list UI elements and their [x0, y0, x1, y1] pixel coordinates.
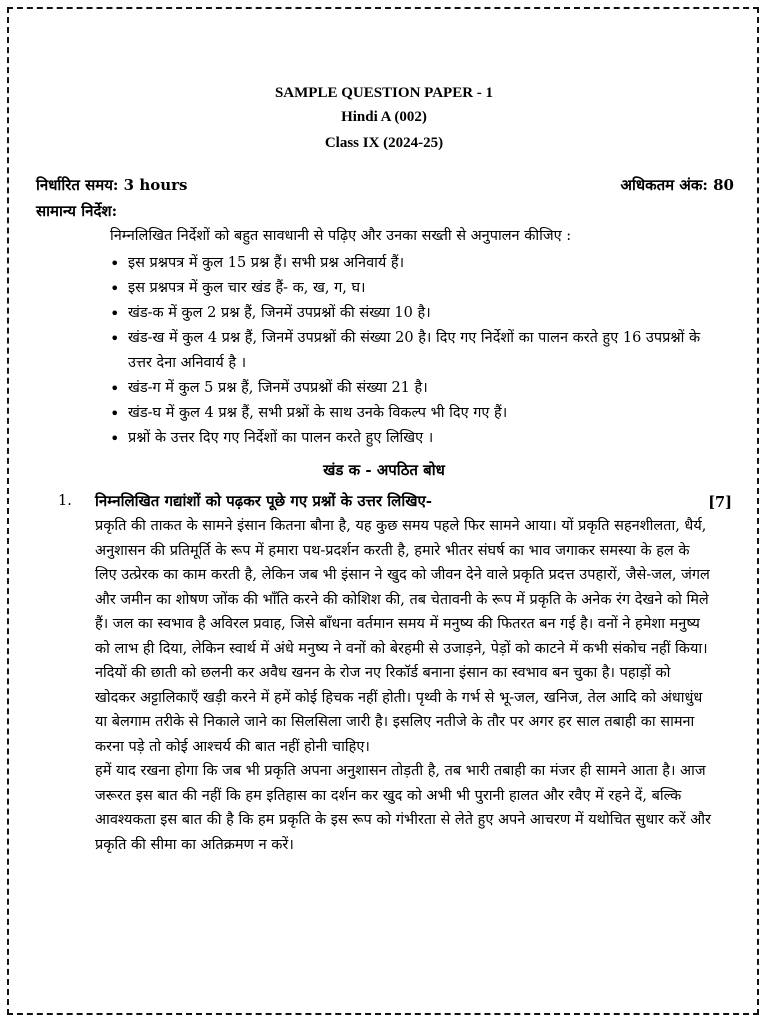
max-marks-label: अधिकतम अंक: 80	[620, 176, 734, 194]
instruction-item: • खंड-ख में कुल 4 प्रश्न हैं, जिनमें उपप्रश्नों की संख्या 20 है। दिए गए निर्देशों का पालन करते हुए 16 उपप्रश्नों के उत्तर देना अनिवार्य है ।	[108, 326, 728, 376]
time-label: निर्धारित समय: 3 hours	[36, 176, 188, 194]
instruction-item: • खंड-क में कुल 2 प्रश्न हैं, जिनमें उपप्रश्नों की संख्या 10 है।	[108, 301, 728, 326]
instruction-item: • इस प्रश्नपत्र में कुल 15 प्रश्न हैं। सभी प्रश्न अनिवार्य हैं।	[108, 251, 728, 276]
general-instructions-heading: सामान्य निर्देश:	[36, 202, 118, 220]
question-marks: [7]	[708, 494, 732, 511]
question-number: 1.	[58, 493, 72, 509]
section-title: खंड क - अपठित बोध	[323, 461, 445, 479]
time-marks-row	[36, 175, 734, 195]
question-text: निम्नलिखित गद्यांशों को पढ़कर पूछे गए प्रश्नों के उत्तर लिखिए-	[95, 492, 433, 510]
instruction-item: • प्रश्नों के उत्तर दिए गए निर्देशों का पालन करते हुए लिखिए ।	[108, 426, 728, 451]
passage-paragraph: हमें याद रखना होगा कि जब भी प्रकृति अपना अनुशासन तोड़ती है, तब भारी तबाही का मंजर ही सामने आता है। आज जरूरत इस बात की नहीं कि हम इतिहास का दर्शन कर खुद को अभी भी पुरानी हालत और रवैए में रहने दें, बल्कि आवश्यकता इस बात की है कि हम प्रकृति के इस रूप को गंभीरता से लेते हुए अपने आचरण में यथोचित सुधार करें और प्रकृति की सीमा का अतिक्रमण न करें।	[95, 763, 711, 853]
instructions-intro: निम्नलिखित निर्देशों को बहुत सावधानी से पढ़िए और उनका सख्ती से अनुपालन कीजिए :	[110, 228, 572, 244]
reading-passage	[95, 514, 715, 857]
passage-paragraph: प्रकृति की ताकत के सामने इंसान कितना बौना है, यह कुछ समय पहले फिर सामने आया। यों प्रकृति सहनशीलता, धैर्य, अनुशासन की प्रतिमूर्ति के रूप में हमारा पथ-प्रदर्शन करती है, हमारे भीतर संघर्ष का भाव जगाकर समस्या के हल के लिए उत्प्रेरक का काम करती है, लेकिन जब भी इंसान ने खुद को जीवन देने वाले प्रकृति प्रदत्त उपहारों, जैसे-जल, जंगल और जमीन का शोषण जोंक की भाँति करने की कोशिश की, तब चेतावनी के रूप में प्रकृति के अनेक रंग देखने को मिले हैं। जल का स्वभाव है अविरल प्रवाह, जिसे बाँधना वर्तमान समय में मनुष्य की फितरत बन गई है। वनों ने हमेशा मनुष्य को लाभ ही दिया, लेकिन स्वार्थ में अंधे मनुष्य ने वनों को बेरहमी से उजाड़ने, पेड़ों को काटने में कभी संकोच नहीं किया। नदियों की छाती को छलनी कर अवैध खनन के रोज नए रिकॉर्ड बनाना इंसान का स्वभाव बन चुका है। पहाड़ों को खोदकर अट्टालिकाएँ खड़ी करने में हमें कोई हिचक नहीं होती। पृथ्वी के गर्भ से भू-जल, खनिज, तेल आदि को अंधाधुंध या बेलगाम तरीके से निकाले जाने का सिलसिला जारी है। इसलिए नतीजे के तौर पर अगर हर साल तबाही का सामना करना पड़े तो कोई आश्चर्य की बात नहीं होनी चाहिए।	[95, 518, 710, 755]
subject-title: Hindi A (002)	[341, 109, 427, 125]
instruction-item: • खंड-ग में कुल 5 प्रश्न हैं, जिनमें उपप्रश्नों की संख्या 21 है।	[108, 376, 728, 401]
instruction-item: • इस प्रश्नपत्र में कुल चार खंड हैं- क, ख, ग, घ।	[108, 276, 728, 301]
page-border	[7, 7, 759, 1015]
class-title: Class IX (2024-25)	[324, 135, 444, 151]
instructions-list	[108, 251, 728, 451]
paper-title: SAMPLE QUESTION PAPER - 1	[274, 85, 494, 101]
instruction-item: • खंड-घ में कुल 4 प्रश्न हैं, सभी प्रश्नों के साथ उनके विकल्प भी दिए गए हैं।	[108, 401, 728, 426]
